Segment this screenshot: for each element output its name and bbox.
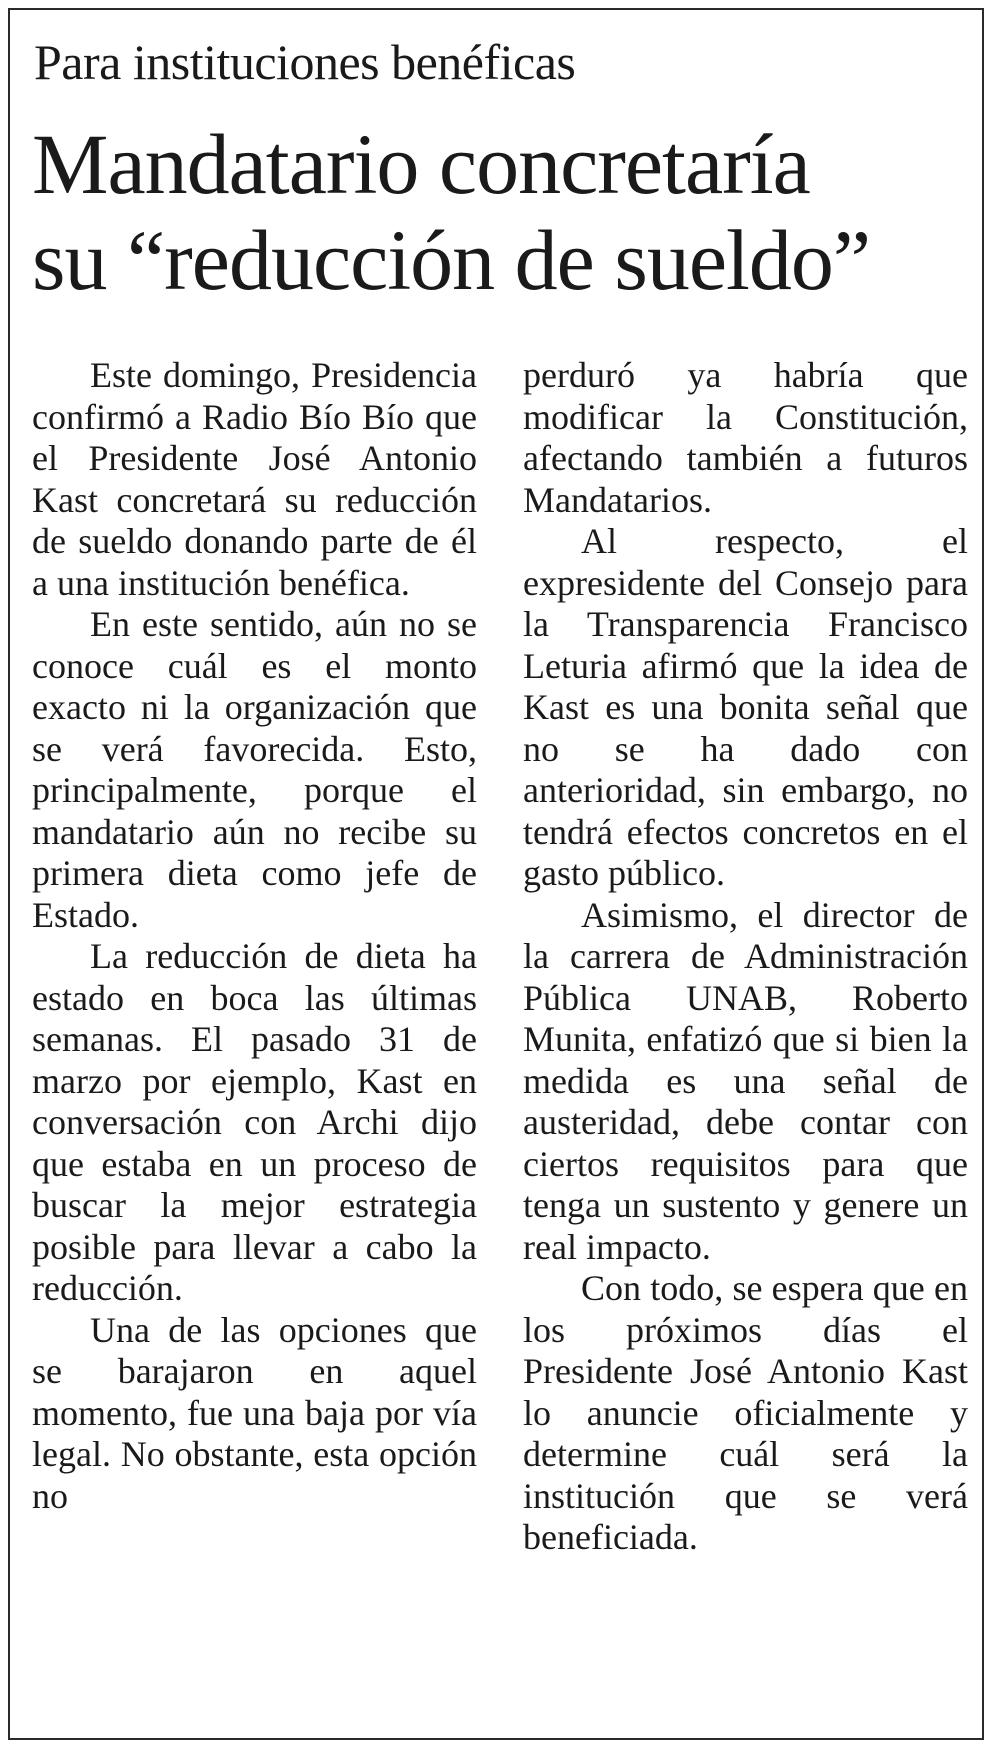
paragraph: La reducción de dieta ha estado en boca las últimas semanas. El pasado 31 de marzo por ejemplo, Kast en conversación con Archi dijo que estaba en un proceso de buscar la mejor estrategia posible para llevar a cabo la reducción. — [32, 936, 477, 1308]
paragraph-continued: perduró ya habría que modificar la Constitución, afectando también a futuros Mandatarios. — [523, 355, 968, 520]
paragraph: Con todo, se espera que en los próximos días el Presidente José Antonio Kast lo anuncie oficialmente y determine cuál será la institución que se verá beneficiada. — [523, 1268, 968, 1557]
news-clipping — [8, 8, 984, 1740]
paragraph: Asimismo, el director de la carrera de Administración Pública UNAB, Roberto Munita, enfatizó que si bien la medida es una señal de austeridad, debe contar con ciertos requisitos para que tenga un sustento y genere un real impacto. — [523, 894, 968, 1267]
headline-line-1: Mandatario concretaría — [32, 116, 810, 212]
paragraph: Una de las opciones que se barajaron en aquel momento, fue una baja por vía legal. No obstante, esta opción no — [32, 1309, 477, 1516]
article-kicker: Para instituciones benéficas — [34, 34, 576, 90]
headline-line-2: su “reducción de sueldo” — [32, 212, 871, 308]
paragraph: En este sentido, aún no se conoce cuál es el monto exacto ni la organización que se verá favorecida. Esto, principalmente, porque el mandatario aún no recibe su primera dieta como jefe de Estado. — [32, 604, 477, 935]
paragraph: Este domingo, Presidencia confirmó a Radio Bío Bío que el Presidente José Antonio Kast concretará su reducción de sueldo donando parte de él a una institución benéfica. — [32, 355, 477, 603]
paragraph: Al respecto, el expresidente del Consejo para la Transparencia Francisco Leturia afirmó que la idea de Kast es una bonita señal que no se ha dado con anterioridad, sin embargo, no tendrá efectos concretos en el gasto público. — [523, 521, 968, 893]
left-column — [32, 355, 477, 1517]
right-column — [523, 355, 968, 1559]
article-headline — [32, 116, 870, 308]
